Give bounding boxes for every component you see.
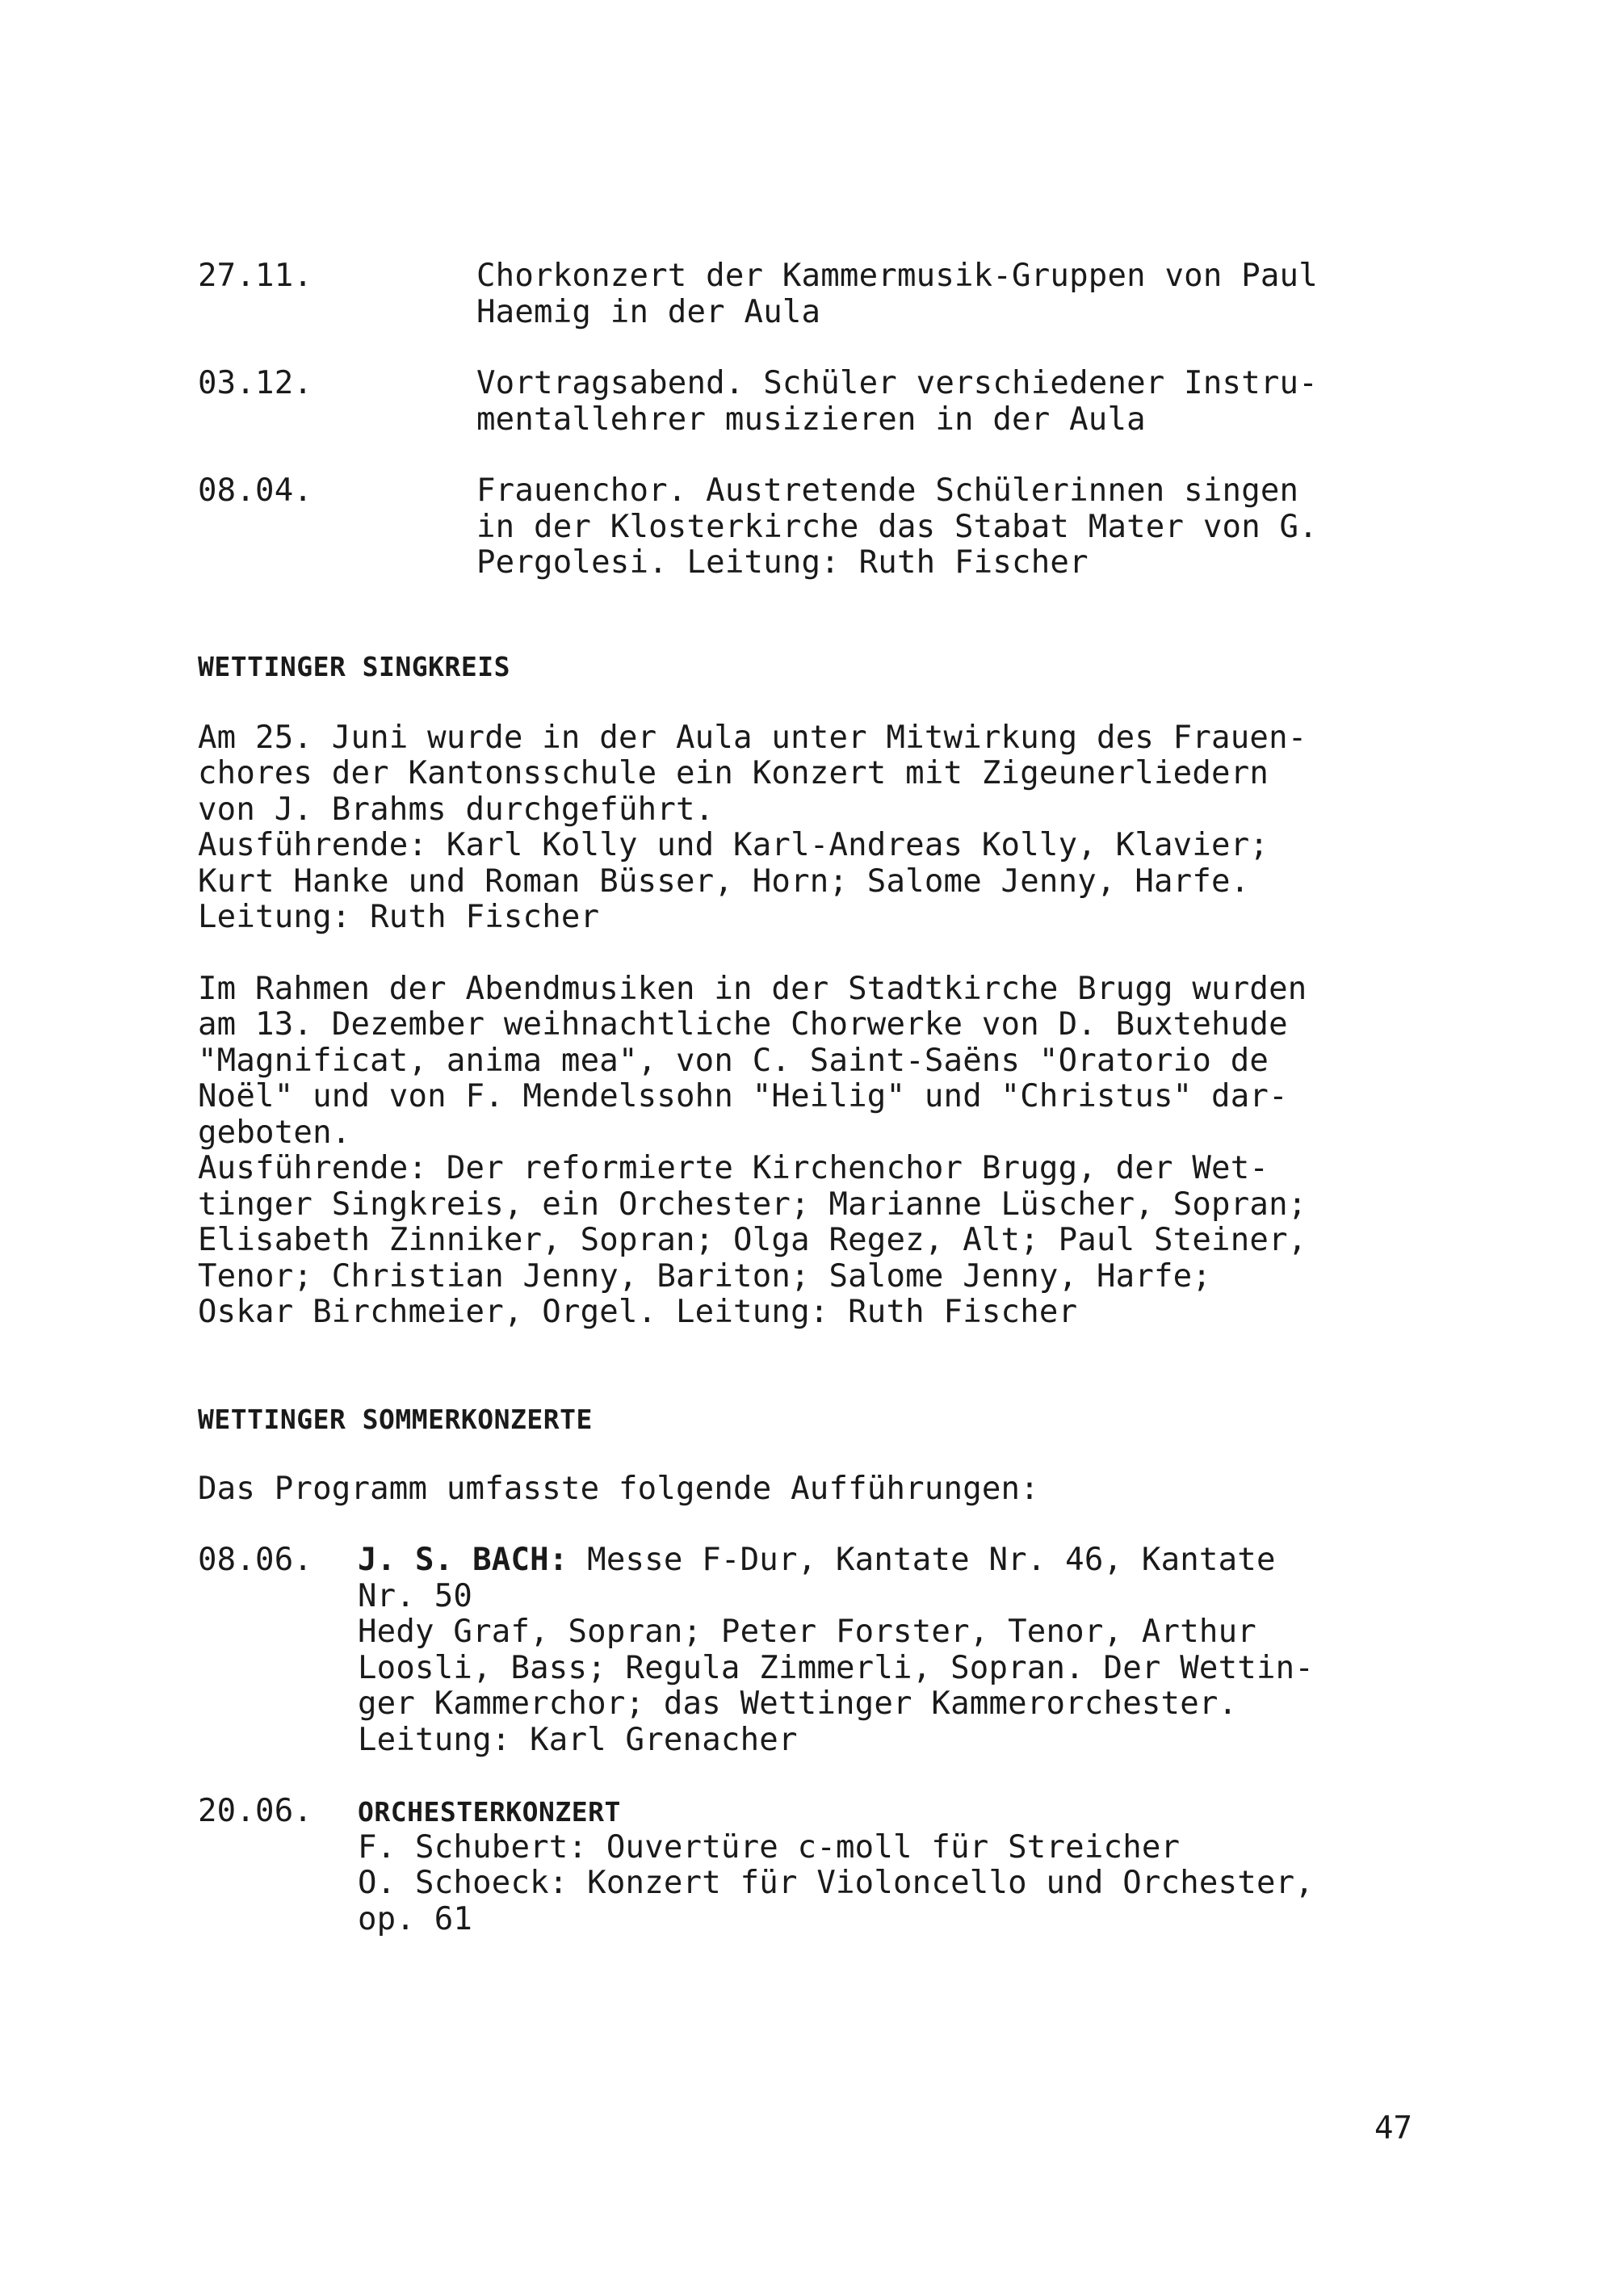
singkreis-paragraph-1	[198, 720, 1361, 936]
text-line: Leitung: Ruth Fischer	[198, 899, 600, 935]
concert-entry	[198, 1794, 1361, 1937]
text-line: Ausführende: Karl Kolly und Karl-Andreas Kolly, Klavier;	[198, 827, 1269, 863]
event-description	[476, 366, 1318, 438]
text-line: Frauenchor. Austretende Schülerinnen singen	[476, 472, 1299, 509]
singkreis-paragraph-2	[198, 972, 1361, 1331]
concert-entry	[198, 1543, 1361, 1758]
concert-date: 20.06.	[198, 1793, 313, 1829]
concert-composer: J. S. BACH:	[358, 1542, 568, 1578]
section-heading-sommerkonzerte: WETTINGER SOMMERKONZERTE	[198, 1403, 593, 1435]
text-line: Haemig in der Aula	[476, 293, 821, 330]
text-line: Elisabeth Zinniker, Sopran; Olga Regez, Alt; Paul Steiner,	[198, 1222, 1307, 1258]
text-line: Pergolesi. Leitung: Ruth Fischer	[476, 544, 1089, 581]
text-line: Nr. 50	[358, 1577, 473, 1614]
text-line: Kurt Hanke und Roman Büsser, Horn; Salome Jenny, Harfe.	[198, 863, 1250, 900]
text-line: F. Schubert: Ouvertüre c-moll für Streicher	[358, 1828, 1181, 1866]
text-line: Tenor; Christian Jenny, Bariton; Salome Jenny, Harfe;	[198, 1257, 1212, 1295]
text-line: ger Kammerchor; das Wettinger Kammerorchester.	[358, 1685, 1238, 1722]
text-line: Chorkonzert der Kammermusik-Gruppen von Paul	[476, 258, 1318, 294]
text-line	[358, 1543, 1314, 1579]
event-date: 03.12.	[198, 365, 313, 401]
text-line: geboten.	[198, 1114, 351, 1151]
concert-description	[358, 1543, 1314, 1758]
text-line: am 13. Dezember weihnachtliche Chorwerke von D. Buxtehude	[198, 1006, 1288, 1043]
text-line: Noël" und von F. Mendelssohn "Heilig" und "Christus" dar-	[198, 1078, 1288, 1114]
text-line: O. Schoeck: Konzert für Violoncello und Orchester,	[358, 1865, 1314, 1901]
event-entry	[198, 258, 1361, 330]
section-heading-singkreis: WETTINGER SINGKREIS	[198, 650, 510, 682]
text-line: chores der Kantonsschule ein Konzert mit Zigeunerliedern	[198, 755, 1269, 791]
text-line: Ausführende: Der reformierte Kirchenchor Brugg, der Wet-	[198, 1150, 1269, 1186]
page-content	[198, 258, 1361, 1973]
text-line: Am 25. Juni wurde in der Aula unter Mitwirkung des Frauen-	[198, 719, 1307, 756]
sommerkonzerte-intro: Das Programm umfasste folgende Aufführungen:	[198, 1470, 1039, 1507]
event-entry	[198, 366, 1361, 438]
text-line: op. 61	[358, 1900, 473, 1937]
concert-date: 08.06.	[198, 1542, 313, 1578]
text-line	[358, 1794, 1314, 1830]
scan-border	[82, 82, 1532, 2214]
text-line: von J. Brahms durchgeführt.	[198, 791, 715, 828]
text-line: Hedy Graf, Sopran; Peter Forster, Tenor, Arthur	[358, 1614, 1256, 1650]
text-line: Oskar Birchmeier, Orgel. Leitung: Ruth Fischer	[198, 1294, 1078, 1330]
text-line: Loosli, Bass; Regula Zimmerli, Sopran. Der Wettin-	[358, 1649, 1314, 1686]
concert-description	[358, 1794, 1314, 1937]
text-line: mentallehrer musizieren in der Aula	[476, 401, 1146, 438]
text-line: in der Klosterkirche das Stabat Mater von G.	[476, 508, 1318, 545]
event-date: 08.04.	[198, 472, 313, 509]
page-number: 47	[1374, 2110, 1412, 2147]
concert-title: ORCHESTERKONZERT	[358, 1796, 621, 1828]
text-line: Leitung: Karl Grenacher	[358, 1721, 798, 1758]
event-entry	[198, 473, 1361, 581]
event-description	[476, 258, 1318, 330]
concert-works: Messe F-Dur, Kantate Nr. 46, Kantate	[568, 1542, 1276, 1578]
event-date: 27.11.	[198, 258, 313, 294]
event-description	[476, 473, 1318, 581]
document-page	[82, 82, 1532, 2214]
text-line: Im Rahmen der Abendmusiken in der Stadtkirche Brugg wurden	[198, 970, 1307, 1007]
text-line: Vortragsabend. Schüler verschiedener Instru-	[476, 365, 1318, 401]
text-line: tinger Singkreis, ein Orchester; Marianne Lüscher, Sopran;	[198, 1186, 1307, 1223]
text-line: "Magnificat, anima mea", von C. Saint-Saëns "Oratorio de	[198, 1042, 1269, 1079]
